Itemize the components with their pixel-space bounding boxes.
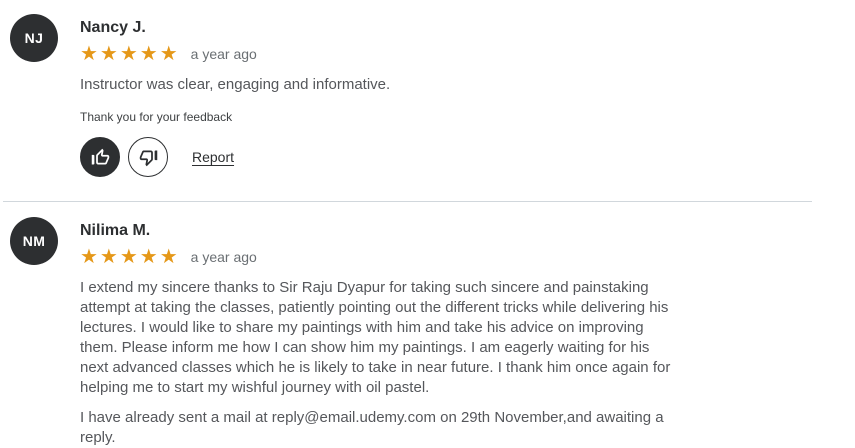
reviewer-name: Nilima M. bbox=[80, 222, 151, 239]
review-actions bbox=[80, 137, 845, 177]
review-timestamp: a year ago bbox=[190, 249, 257, 265]
review-content bbox=[80, 14, 845, 177]
reviewer-name: Nancy J. bbox=[80, 19, 146, 36]
rating-row bbox=[80, 248, 845, 266]
review-timestamp: a year ago bbox=[190, 46, 257, 62]
review-card bbox=[10, 0, 845, 177]
star-rating-icon: ★★★★★ bbox=[80, 43, 180, 65]
review-text: I have already sent a mail at reply@email.udemy.com on 29th November,and awaiting a reply. bbox=[80, 409, 664, 446]
review-card bbox=[10, 202, 845, 448]
feedback-confirmation-text: Thank you for your feedback bbox=[80, 110, 233, 124]
rating-row bbox=[80, 45, 845, 63]
thumbs-up-button[interactable] bbox=[80, 137, 120, 177]
review-text: Instructor was clear, engaging and informative. bbox=[80, 76, 391, 93]
thumbs-down-icon bbox=[138, 147, 159, 168]
thumbs-up-icon bbox=[90, 147, 111, 168]
review-text: I extend my sincere thanks to Sir Raju Dyapur for taking such sincere and painstaking attempt at taking the classes, patiently pointing out the different tricks while delivering his lectures. I would like to share my paintings with him and take his advice on improving them. Please inform me how I can show him my paintings. I am eagerly waiting for his next advanced classes which he is likely to take in near future. I thank him once again for helping me to start my wishful journey with oil pastel. bbox=[80, 279, 671, 396]
avatar: NJ bbox=[10, 14, 58, 62]
thumbs-down-button[interactable] bbox=[128, 137, 168, 177]
review-content bbox=[80, 217, 845, 448]
star-rating-icon: ★★★★★ bbox=[80, 246, 180, 268]
report-link[interactable]: Report bbox=[192, 149, 235, 165]
avatar: NM bbox=[10, 217, 58, 265]
